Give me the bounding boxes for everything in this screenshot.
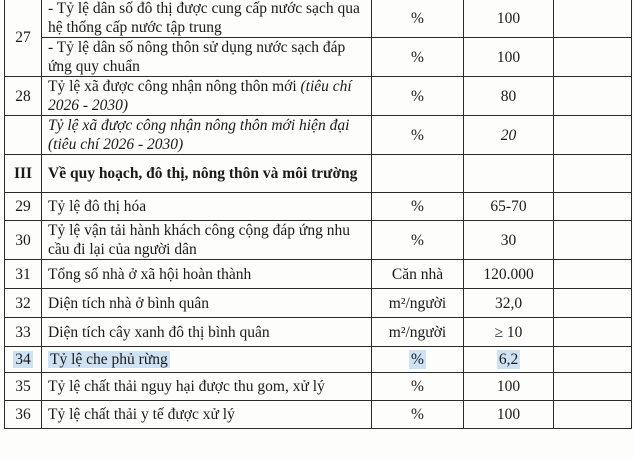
empty-cell [554, 347, 632, 373]
unit-highlight: % [411, 351, 424, 368]
unit-cell [372, 347, 464, 373]
value-cell: 100 [464, 38, 554, 77]
table-row [5, 289, 632, 318]
table-row [5, 318, 632, 347]
value-cell: 65-70 [464, 193, 554, 221]
empty-cell [554, 260, 632, 289]
value-cell: 32,0 [464, 289, 554, 318]
row-number: 35 [5, 373, 42, 401]
indicator-text: Tỷ lệ vận tải hành khách công cộng đáp ứng nhu cầu đi lại của người dân [42, 221, 372, 260]
unit-cell: % [372, 401, 464, 429]
unit-cell: % [372, 116, 464, 155]
empty-cell [554, 193, 632, 221]
unit-cell: % [372, 77, 464, 116]
table-row [5, 77, 632, 116]
table-row [5, 38, 632, 77]
value-cell: 100 [464, 0, 554, 38]
value-cell: 120.000 [464, 260, 554, 289]
row-number-highlight: 34 [15, 351, 31, 368]
indicator-text: Tỷ lệ chất thải y tế được xử lý [42, 401, 372, 429]
section-row [5, 155, 632, 193]
indicator-text: Tổng số nhà ở xã hội hoàn thành [42, 260, 372, 289]
empty-cell [554, 401, 632, 429]
indicator-italic-part: (tiêu chí 2026 - 2030) [48, 78, 352, 114]
value-highlight: 6,2 [498, 351, 519, 368]
value-cell: ≥ 10 [464, 318, 554, 347]
empty-cell [554, 289, 632, 318]
indicator-text: - Tỷ lệ dân số nông thôn sử dụng nước sạch đáp ứng quy chuẩn [42, 38, 372, 77]
empty-cell [554, 38, 632, 77]
row-number: 30 [5, 221, 42, 260]
empty-cell [554, 318, 632, 347]
section-number: III [5, 155, 42, 193]
table-row [5, 373, 632, 401]
row-number: 31 [5, 260, 42, 289]
table-row [5, 401, 632, 429]
row-number: 33 [5, 318, 42, 347]
unit-cell: Căn nhà [372, 260, 464, 289]
row-number [5, 116, 42, 155]
indicator-text [42, 77, 372, 116]
indicator-plain-part: Tỷ lệ xã được công nhận nông thôn mới [48, 78, 301, 95]
unit-cell: % [372, 193, 464, 221]
row-number: 36 [5, 401, 42, 429]
indicator-text [42, 347, 372, 373]
empty-cell [554, 155, 632, 193]
highlighted-row [5, 347, 632, 373]
table-row [5, 221, 632, 260]
unit-cell: % [372, 38, 464, 77]
row-number: 32 [5, 289, 42, 318]
section-title: Về quy hoạch, đô thị, nông thôn và môi trường [42, 155, 372, 193]
row-number: 27 [5, 0, 42, 77]
unit-cell: % [372, 221, 464, 260]
value-cell: 100 [464, 401, 554, 429]
indicator-text: Tỷ lệ chất thải nguy hại được thu gom, xử lý [42, 373, 372, 401]
value-cell [464, 347, 554, 373]
indicator-text: Diện tích nhà ở bình quân [42, 289, 372, 318]
table-row [5, 193, 632, 221]
indicator-text: Tỷ lệ xã được công nhận nông thôn mới hiện đại (tiêu chí 2026 - 2030) [42, 116, 372, 155]
value-cell: 100 [464, 373, 554, 401]
value-cell: 30 [464, 221, 554, 260]
unit-cell: m²/người [372, 318, 464, 347]
empty-cell [554, 221, 632, 260]
value-cell [464, 155, 554, 193]
indicator-highlight: Tỷ lệ che phủ rừng [50, 351, 168, 368]
value-cell: 80 [464, 77, 554, 116]
table-row [5, 116, 632, 155]
row-number: 28 [5, 77, 42, 116]
unit-cell: % [372, 373, 464, 401]
row-number: 29 [5, 193, 42, 221]
unit-cell: m²/người [372, 289, 464, 318]
empty-cell [554, 77, 632, 116]
empty-cell [554, 0, 632, 38]
value-cell: 20 [464, 116, 554, 155]
indicator-text: Diện tích cây xanh đô thị bình quân [42, 318, 372, 347]
empty-cell [554, 373, 632, 401]
unit-cell: % [372, 0, 464, 38]
indicator-text: - Tỷ lệ dân số đô thị được cung cấp nước sạch qua hệ thống cấp nước tập trung [42, 0, 372, 38]
table-row [5, 260, 632, 289]
row-number [5, 347, 42, 373]
unit-cell [372, 155, 464, 193]
indicator-table [4, 0, 632, 429]
empty-cell [554, 116, 632, 155]
table-row [5, 0, 632, 38]
indicator-text: Tỷ lệ đô thị hóa [42, 193, 372, 221]
